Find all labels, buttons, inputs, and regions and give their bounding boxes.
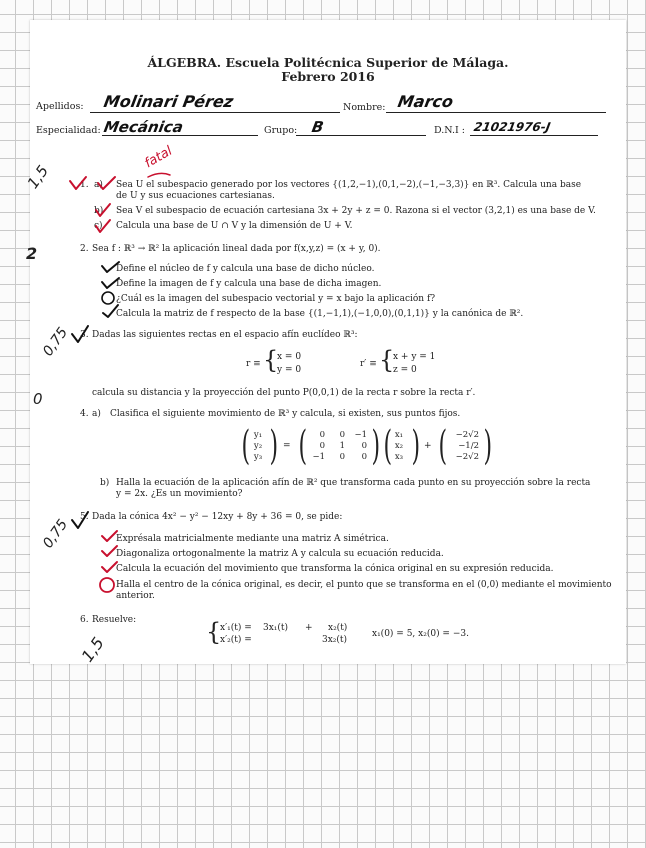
m-entry: 0 (361, 441, 367, 451)
q5-a-text: Exprésala matricialmente mediante una matriz A simétrica. (116, 534, 389, 544)
q5-d-text-cont: anterior. (116, 591, 155, 601)
q3-tail: calcula su distancia y la proyección del punto P(0,0,1) de la recta r sobre la recta r′. (92, 388, 476, 398)
check-mark-icon (72, 326, 88, 342)
check-mark-icon (102, 278, 119, 288)
especialidad-value: Mecánica (102, 118, 185, 136)
q6-l1-term1: 3x₁(t) (263, 623, 289, 633)
q4-b-label: b) (100, 478, 110, 488)
q4-paren-close-m: ) (371, 423, 381, 469)
q3-rp-eq1: x + y = 1 (393, 352, 436, 362)
check-mark-icon (96, 220, 110, 232)
q4-paren-open-x: ( (383, 423, 393, 469)
dni-label: D.N.I : (434, 125, 465, 136)
q4-b-text: Halla la ecuación de la aplicación afín de ℝ² que transforma cada punto en su proyección sobre la recta (116, 478, 591, 488)
q4-plus: + (424, 441, 432, 451)
q3-rp-brace: { (379, 346, 395, 374)
q3-rp-eq2: z = 0 (393, 365, 417, 375)
t-entry: −2√2 (455, 430, 479, 440)
grupo-value: B (310, 118, 326, 136)
grupo-label: Grupo: (264, 125, 298, 136)
mark-q3-score-b: 0 (33, 390, 43, 408)
m-entry: 1 (339, 441, 345, 451)
check-mark-icon (102, 562, 117, 572)
check-mark-icon (96, 204, 110, 216)
q1-c-text: Calcula una base de U ∩ V y la dimensión de U + V. (116, 221, 353, 231)
y-entry: y₃ (253, 452, 263, 462)
nombre-value: Marco (396, 92, 455, 111)
q1-a-text-cont: de U y sus ecuaciones cartesianas. (116, 191, 275, 201)
t-entry: −1/2 (458, 441, 479, 451)
nombre-label: Nombre: (343, 102, 386, 113)
mark-q2-score: 2 (26, 244, 38, 263)
q4-b-text-cont: y = 2x. ¿Es un movimiento? (116, 489, 243, 499)
mark-q1-score: 1,5 (23, 162, 53, 192)
q4-paren-close-y: ) (269, 423, 279, 469)
y-entry: y₂ (253, 441, 263, 451)
q1-c-label: c) (94, 221, 103, 231)
m-entry: −1 (312, 452, 325, 462)
m-entry: 0 (319, 430, 325, 440)
q4-a-label: a) (92, 409, 101, 419)
q4-paren-close-t: ) (483, 423, 493, 469)
q3-r-label: r ≡ (246, 359, 261, 369)
check-mark-icon (70, 177, 86, 189)
q2-b-text: Define la imagen de f y calcula una base de dicha imagen. (116, 279, 382, 289)
q4-paren-open-y: ( (241, 423, 251, 469)
q3-r-brace: { (263, 346, 279, 374)
m-entry: 0 (319, 441, 325, 451)
q6-conditions: x₁(0) = 5, x₂(0) = −3. (372, 629, 469, 639)
q3-r-eq1: x = 0 (277, 352, 302, 362)
q2-c-text: ¿Cuál es la imagen del subespacio vectorial y = x bajo la aplicación f? (116, 294, 436, 304)
check-mark-icon (98, 177, 115, 189)
q2-a-text: Define el núcleo de f y calcula una base de dicho núcleo. (116, 264, 375, 274)
q1-a-text: Sea U el subespacio generado por los vectores {(1,2,−1),(0,1,−2),(−1,−3,3)} en ℝ³. Calcula una base (116, 180, 582, 190)
q6-l2-term: 3x₂(t) (322, 635, 348, 645)
m-entry: 0 (339, 452, 345, 462)
q3-number: 3. (80, 330, 89, 340)
q2-number: 2. (80, 244, 89, 254)
x-entry: x₂ (394, 441, 404, 451)
check-mark-icon (102, 531, 117, 541)
mark-q1-note: fatal (142, 143, 176, 172)
q4-paren-close-x: ) (411, 423, 421, 469)
check-mark-icon (102, 546, 117, 556)
circle-mark-icon (100, 578, 114, 592)
q5-c-text: Calcula la ecuación del movimiento que transforma la cónica original en su expresión reducida. (116, 564, 554, 574)
dni-value: 21021976-J (472, 120, 552, 134)
apellidos-value: Molinari Pérez (102, 92, 235, 111)
exam-title: ÁLGEBRA. Escuela Politécnica Superior de Málaga. (147, 55, 509, 70)
q1-number: 1. (80, 180, 89, 190)
q6-l2-lhs: x′₂(t) = (220, 635, 252, 645)
q4-paren-open-t: ( (438, 423, 448, 469)
m-entry: −1 (354, 430, 367, 440)
x-entry: x₃ (394, 452, 404, 462)
q4-a-text: Clasifica el siguiente movimiento de ℝ³ y calcula, si existen, sus puntos fijos. (110, 409, 461, 419)
exam-date: Febrero 2016 (281, 69, 375, 84)
m-entry: 0 (361, 452, 367, 462)
q1-b-label: b) (94, 206, 104, 216)
q5-stem: Dada la cónica 4x² − y² − 12xy + 8y + 36 = 0, se pide: (92, 512, 343, 522)
underline-icon (148, 173, 170, 177)
mark-q3-score: 0,75 (40, 324, 72, 360)
apellidos-label: Apellidos: (36, 101, 84, 112)
q2-stem: Sea f : ℝ³ → ℝ² la aplicación lineal dada por f(x,y,z) = (x + y, 0). (92, 244, 381, 254)
q6-l1-lhs: x′₁(t) = (220, 623, 252, 633)
q4-paren-open-m: ( (298, 423, 308, 469)
mark-q6-score: 1,5 (77, 633, 108, 666)
circle-mark-icon (102, 292, 114, 304)
q6-stem: Resuelve: (92, 615, 137, 625)
m-entry: 0 (339, 430, 345, 440)
q4-number: 4. (80, 409, 89, 419)
q1-b-text: Sea V el subespacio de ecuación cartesiana 3x + 2y + z = 0. Razona si el vector (3,2,1) es una base de V. (116, 206, 596, 216)
q5-number: 5. (80, 512, 89, 522)
check-mark-icon (103, 305, 118, 317)
q5-d-text: Halla el centro de la cónica original, es decir, el punto que se transforma en el (0,0) mediante el movimiento (116, 580, 612, 590)
q1-a-label: a) (94, 180, 103, 190)
q6-l1-plus: + (305, 623, 313, 633)
check-mark-icon (102, 262, 119, 272)
especialidad-label: Especialidad: (36, 125, 101, 136)
check-mark-icon (72, 512, 88, 528)
q4-equals: = (283, 441, 291, 451)
q3-stem: Dadas las siguientes rectas en el espacio afín euclídeo ℝ³: (92, 330, 358, 340)
t-entry: −2√2 (455, 452, 479, 462)
q3-r-eq2: y = 0 (277, 365, 302, 375)
q6-number: 6. (80, 615, 89, 625)
x-entry: x₁ (394, 430, 404, 440)
q3-rp-label: r′ ≡ (360, 359, 377, 369)
q2-d-text: Calcula la matriz de f respecto de la base {(1,−1,1),(−1,0,0),(0,1,1)} y la canónica de ℝ². (116, 309, 524, 319)
y-entry: y₁ (253, 430, 263, 440)
q6-brace: { (206, 618, 222, 646)
q5-b-text: Diagonaliza ortogonalmente la matriz A y calcula su ecuación reducida. (116, 549, 444, 559)
q6-l1-term2: x₂(t) (328, 623, 348, 633)
mark-q5-score: 0,75 (40, 516, 72, 552)
